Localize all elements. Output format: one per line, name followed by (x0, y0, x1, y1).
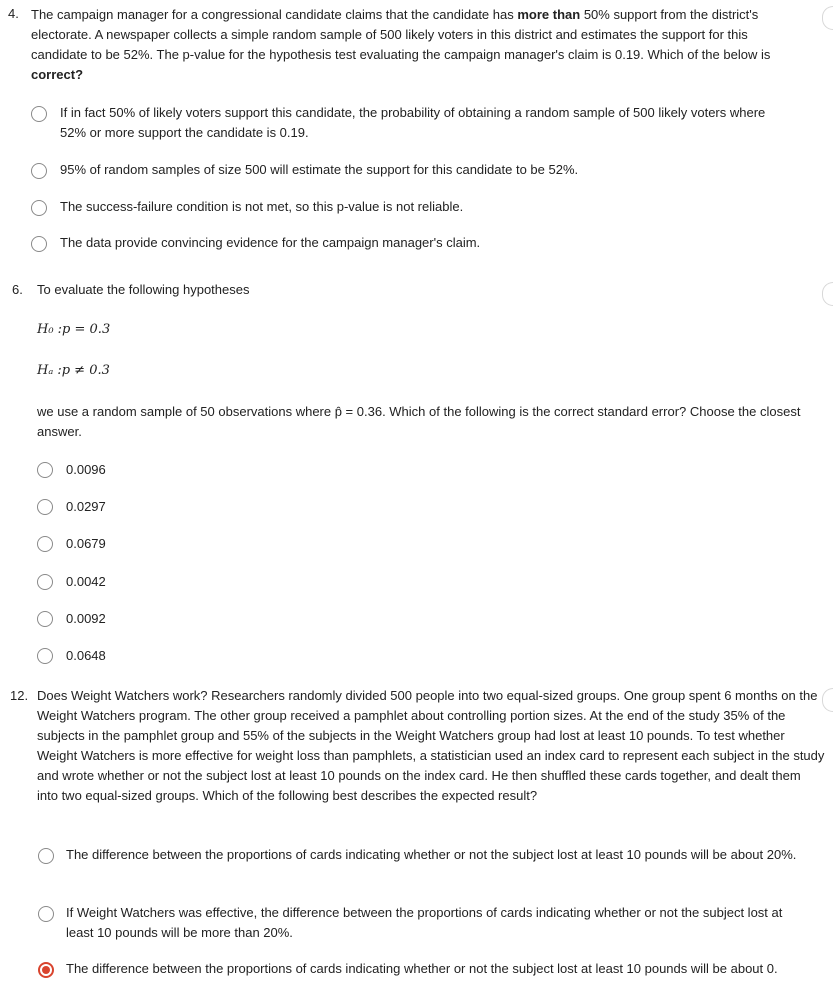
radio-button[interactable] (31, 200, 47, 216)
alternative-hypothesis: Hₐ :p ≠ 0.3 (37, 363, 110, 378)
option-label: 95% of random samples of size 500 will estimate the support for this candidate to be 52%. (60, 162, 579, 177)
question-number: 4. (8, 6, 19, 21)
radio-button[interactable] (38, 906, 54, 922)
side-tab[interactable] (822, 282, 833, 306)
radio-button-selected[interactable] (38, 962, 54, 978)
question-stem: To evaluate the following hypotheses (37, 282, 250, 297)
stem-text: 50% support from the district's electorate. A newspaper collects a simple random sample of 500 likely voters in this district and estimates the support for this candidate to be 52%. The p-value for the hypothesis test evaluating the campaign manager's claim is 0.19. Which of the below is (31, 7, 771, 62)
option-label: If in fact 50% of likely voters support this candidate, the probability of obtaining a random sample of 500 likely voters where 52% or more support the candidate is 0.19. (60, 105, 766, 140)
radio-button[interactable] (37, 648, 53, 664)
radio-button[interactable] (37, 611, 53, 627)
question-stem (31, 5, 806, 85)
radio-button[interactable] (37, 499, 53, 515)
option-label: 0.0092 (66, 611, 106, 626)
option-label: The difference between the proportions of cards indicating whether or not the subject lost at least 10 pounds will be about 20%. (66, 847, 797, 862)
radio-button[interactable] (31, 106, 47, 122)
option-label: 0.0096 (66, 462, 106, 477)
question-stem: Does Weight Watchers work? Researchers randomly divided 500 people into two equal-sized groups. One group spent 6 months on the Weight Watchers program. The other group received a pamphlet about controlling portion sizes. At the end of the study 35% of the subjects in the pamphlet group and 55% of the subjects in the Weight Watchers group had lost at least 10 pounds. To test whether Weight Watchers is more effective for weight loss than pamphlets, a statistician used an index card to represent each subject in the study and wrote whether or not the subject lost at least 10 pounds on the index card. He then shuffled these cards together, and dealt them into two equal-sized groups. Which of the following best describes the expected result? (37, 688, 825, 803)
radio-button[interactable] (38, 848, 54, 864)
question-stem-continued: we use a random sample of 50 observations where p̂ = 0.36. Which of the following is the correct standard error? Choose the closest answer. (37, 404, 801, 439)
option-label: The data provide convincing evidence for the campaign manager's claim. (60, 235, 481, 250)
side-tab[interactable] (822, 6, 833, 30)
option-label: The difference between the proportions of cards indicating whether or not the subject lost at least 10 pounds will be about 0. (66, 961, 778, 976)
option-label: 0.0648 (66, 648, 106, 663)
option-label: 0.0679 (66, 536, 106, 551)
stem-bold: correct? (31, 67, 84, 82)
null-hypothesis: H₀ :p = 0.3 (37, 322, 111, 337)
radio-button[interactable] (31, 236, 47, 252)
radio-button[interactable] (37, 536, 53, 552)
option-label: The success-failure condition is not met, so this p-value is not reliable. (60, 199, 464, 214)
question-number: 6. (12, 282, 23, 297)
stem-text: The campaign manager for a congressional candidate claims that the candidate has (31, 7, 518, 22)
radio-button[interactable] (31, 163, 47, 179)
option-label: 0.0042 (66, 574, 106, 589)
radio-button[interactable] (37, 574, 53, 590)
option-label: If Weight Watchers was effective, the difference between the proportions of cards indicating whether or not the subject lost at least 10 pounds will be more than 20%. (66, 905, 783, 940)
question-number: 12. (10, 688, 29, 703)
option-label: 0.0297 (66, 499, 106, 514)
radio-button[interactable] (37, 462, 53, 478)
stem-bold: more than (517, 7, 581, 22)
